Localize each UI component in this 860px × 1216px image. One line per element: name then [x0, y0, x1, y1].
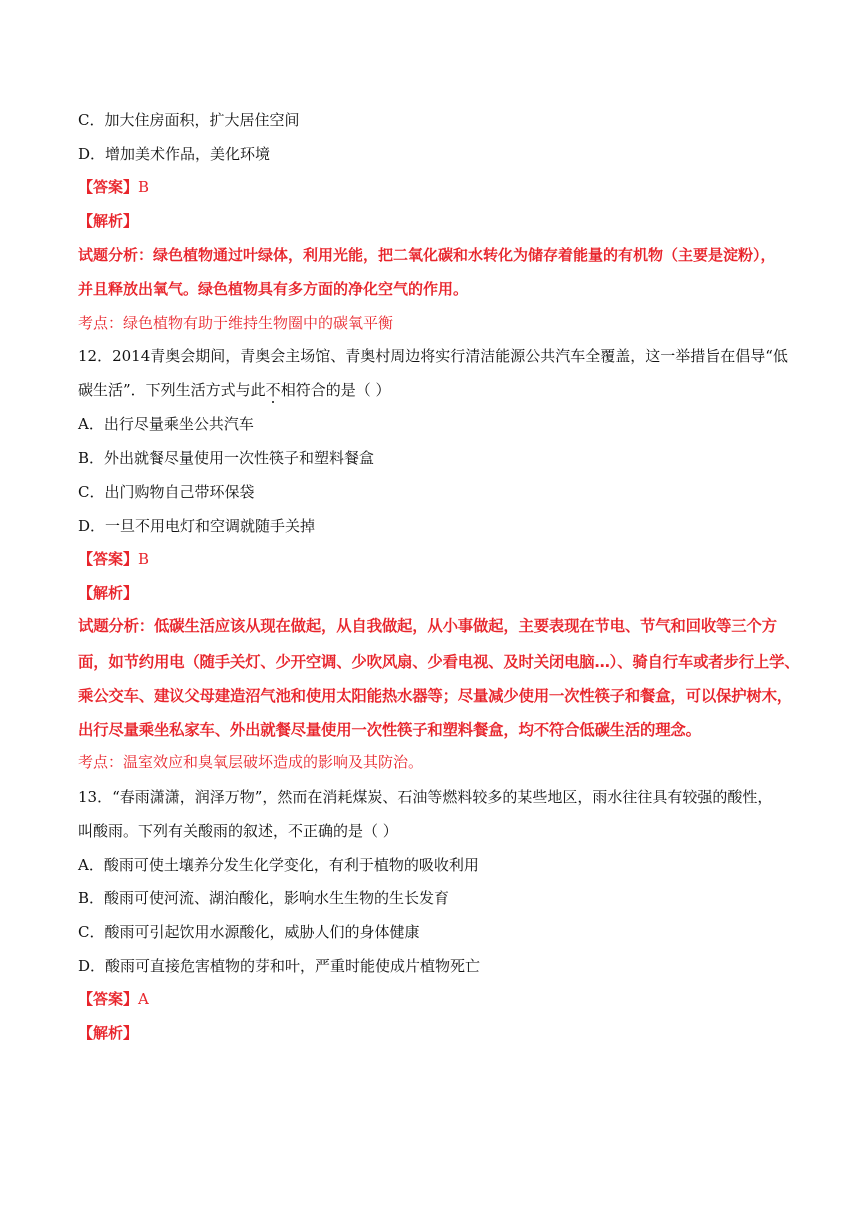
q12-analysis-line-4: 出行尽量乘坐私家车、外出就餐尽量使用一次性筷子和塑料餐盒，均不符合低碳生活的理念。: [78, 721, 701, 739]
q12-answer: [78, 549, 149, 569]
q13-stem-line-1: 13．“春雨潇潇，润泽万物”，然而在消耗煤炭、石油等燃料较多的某些地区，雨水往往具有较强的酸性，: [78, 788, 773, 806]
q12-stem-part-b: 相符合的是（ ）: [280, 381, 391, 399]
q11-analysis-line-2: 并且释放出氧气。绿色植物具有多方面的净化空气的作用。: [78, 280, 469, 298]
q12-analysis-line-2: 面，如节约用电（随手关灯、少开空调、少吹风扇、少看电视、及时关闭电脑…）、骑自行车或者步行上学、: [78, 653, 800, 671]
q12-kaodian: 考点：温室效应和臭氧层破坏造成的影响及其防治。: [78, 753, 424, 771]
q11-option-d: D．增加美术作品，美化环境: [78, 145, 271, 163]
q12-analysis-line-3: 乘公交车、建议父母建造沼气池和使用太阳能热水器等；尽量减少使用一次性筷子和餐盒，可以保护树木，: [78, 687, 792, 705]
q11-option-c: C．加大住房面积，扩大居住空间: [78, 111, 300, 129]
answer-value: A: [138, 990, 149, 1008]
q12-emphasis-not: 不: [265, 381, 281, 399]
q13-option-c: C．酸雨可引起饮用水源酸化，威胁人们的身体健康: [78, 923, 420, 941]
q11-kaodian: 考点：绿色植物有助于维持生物圈中的碳氧平衡: [78, 314, 394, 332]
q12-stem-line-1: 12．2014青奥会期间，青奥会主场馆、青奥村周边将实行清洁能源公共汽车全覆盖，这一举措旨在倡导“低: [78, 347, 788, 365]
answer-label: 【答案】: [78, 178, 139, 196]
q13-option-d: D．酸雨可直接危害植物的芽和叶，严重时能使成片植物死亡: [78, 957, 481, 975]
q12-stem-line-2: [78, 380, 390, 400]
q12-stem-part-a: 碳生活”．下列生活方式与此: [78, 381, 266, 399]
answer-label: 【答案】: [78, 550, 139, 568]
q11-answer: [78, 177, 149, 197]
answer-value: B: [138, 550, 150, 568]
q13-option-a: A．酸雨可使土壤养分发生化学变化，有利于植物的吸收利用: [78, 856, 479, 874]
q13-analysis-label: 【解析】: [78, 1024, 139, 1042]
q11-analysis-label: 【解析】: [78, 212, 139, 230]
q13-option-b: B．酸雨可使河流、湖泊酸化，影响水生生物的生长发育: [78, 889, 450, 907]
q12-analysis-line-1: 试题分析：低碳生活应该从现在做起，从自我做起，从小事做起，主要表现在节电、节气和回收等三个方: [78, 617, 777, 635]
q13-answer: [78, 989, 149, 1009]
q12-analysis-label: 【解析】: [78, 584, 139, 602]
q12-option-a: A．出行尽量乘坐公共汽车: [78, 415, 254, 433]
q11-analysis-line-1: 试题分析：绿色植物通过叶绿体，利用光能，把二氧化碳和水转化为储存着能量的有机物（主要是淀粉），: [78, 246, 776, 264]
answer-value: B: [138, 178, 150, 196]
q13-stem-line-2: 叫酸雨。下列有关酸雨的叙述，不正确的是（ ）: [78, 822, 398, 840]
answer-label: 【答案】: [78, 990, 139, 1008]
q12-option-d: D．一旦不用电灯和空调就随手关掉: [78, 517, 316, 535]
q12-option-b: B．外出就餐尽量使用一次性筷子和塑料餐盒: [78, 449, 375, 467]
q12-option-c: C．出门购物自己带环保袋: [78, 483, 255, 501]
